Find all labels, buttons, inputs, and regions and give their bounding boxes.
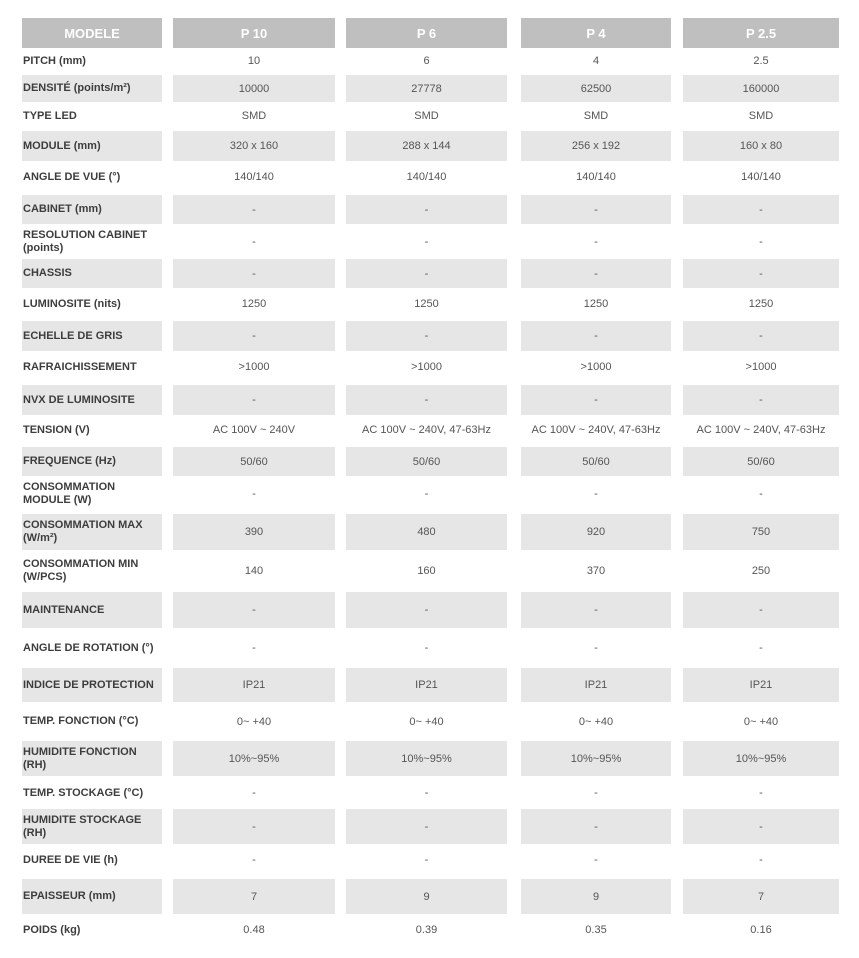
table-cell-text: >1000 xyxy=(238,361,270,373)
table-cell xyxy=(346,592,507,628)
row-label xyxy=(22,879,162,914)
table-cell-text: 140/140 xyxy=(576,171,616,183)
header-model-label xyxy=(22,18,162,48)
table-cell xyxy=(173,52,335,70)
table-cell-text: 320 x 160 xyxy=(229,140,279,152)
table-cell xyxy=(173,630,335,666)
table-cell-text: - xyxy=(252,488,256,500)
table-cell-text: 0~ +40 xyxy=(236,715,272,728)
table-cell xyxy=(521,162,671,192)
table-cell xyxy=(173,914,335,946)
header-column-1 xyxy=(173,18,335,48)
table-cell xyxy=(683,289,839,319)
header-column-2 xyxy=(346,18,507,48)
table-cell xyxy=(683,415,839,445)
table-cell xyxy=(173,226,335,257)
table-cell-text: - xyxy=(759,787,763,799)
table-cell-text: 920 xyxy=(586,526,606,538)
table-cell xyxy=(173,447,335,476)
table-cell-text: 160000 xyxy=(742,82,780,95)
table-cell xyxy=(346,879,507,914)
table-cell xyxy=(521,809,671,844)
table-cell-text: 140/140 xyxy=(234,171,274,183)
table-cell-text: - xyxy=(759,394,763,406)
table-cell xyxy=(521,447,671,476)
table-cell-text: 0.39 xyxy=(415,924,438,936)
row-label xyxy=(22,809,162,844)
table-cell xyxy=(346,778,507,808)
row-label xyxy=(22,385,162,415)
table-cell xyxy=(346,514,507,550)
row-label-text: CONSOMMATION MIN (W/PCS) xyxy=(23,558,139,583)
table-cell xyxy=(346,741,507,776)
table-cell-text: - xyxy=(594,642,598,654)
row-label-text: MODULE (mm) xyxy=(23,139,101,152)
table-cell-text: 0.48 xyxy=(243,924,265,936)
table-cell-text: >1000 xyxy=(580,361,612,373)
table-cell-text: 10%~95% xyxy=(735,752,787,765)
table-cell xyxy=(346,477,507,511)
table-cell-text: - xyxy=(424,330,429,342)
row-label-text: HUMIDITE STOCKAGE (RH) xyxy=(23,813,142,839)
table-cell-text: 7 xyxy=(250,890,258,903)
table-cell-text: SMD xyxy=(583,110,609,122)
row-label xyxy=(22,162,162,192)
table-cell-text: AC 100V ~ 240V, 47-63Hz xyxy=(696,424,826,436)
header-column-1-text: P 10 xyxy=(240,25,268,41)
table-cell xyxy=(521,52,671,70)
table-cell xyxy=(173,879,335,914)
row-label xyxy=(22,52,162,70)
row-label xyxy=(22,514,162,550)
table-cell xyxy=(173,75,335,102)
table-cell-text: 9 xyxy=(423,890,430,903)
table-cell xyxy=(683,914,839,946)
table-cell-text: - xyxy=(759,642,763,654)
table-cell xyxy=(346,352,507,382)
table-cell-text: 0~ +40 xyxy=(743,715,779,728)
table-cell xyxy=(346,52,507,70)
table-cell-text: SMD xyxy=(748,110,774,122)
table-cell xyxy=(683,668,839,702)
table-cell xyxy=(521,352,671,382)
table-cell xyxy=(683,477,839,511)
row-label xyxy=(22,668,162,702)
table-cell xyxy=(346,259,507,288)
table-cell-text: 9 xyxy=(592,890,600,903)
table-cell-text: - xyxy=(252,787,256,799)
table-cell-text: AC 100V ~ 240V xyxy=(212,424,296,436)
table-cell-text: - xyxy=(594,235,598,248)
table-cell xyxy=(521,741,671,776)
table-cell-text: - xyxy=(252,203,256,216)
table-cell-text: - xyxy=(594,604,598,616)
table-cell xyxy=(683,226,839,257)
table-cell-text: 10%~95% xyxy=(228,752,280,765)
table-cell xyxy=(521,914,671,946)
table-cell xyxy=(173,162,335,192)
table-cell-text: 2.5 xyxy=(753,55,769,67)
table-cell xyxy=(346,914,507,946)
table-cell-text: - xyxy=(759,604,763,616)
table-cell xyxy=(173,741,335,776)
table-cell xyxy=(683,162,839,192)
table-cell-text: 288 x 144 xyxy=(402,140,451,152)
row-label-text: CONSOMMATION MAX (W/m²) xyxy=(23,519,143,544)
row-label xyxy=(22,104,162,128)
table-cell xyxy=(346,668,507,702)
row-label-text: LUMINOSITE (nits) xyxy=(23,297,121,310)
table-cell-text: >1000 xyxy=(411,361,442,373)
table-cell xyxy=(346,704,507,739)
table-cell-text: - xyxy=(424,267,429,280)
row-label-text: DUREE DE VIE (h) xyxy=(23,853,118,866)
table-cell xyxy=(521,778,671,808)
header-column-4-text: P 2.5 xyxy=(745,25,777,41)
row-label-text: ECHELLE DE GRIS xyxy=(23,329,123,342)
table-cell xyxy=(346,845,507,875)
table-cell xyxy=(521,845,671,875)
table-cell-text: - xyxy=(594,394,598,406)
table-cell xyxy=(521,477,671,511)
table-cell xyxy=(521,879,671,914)
row-label-text: RESOLUTION CABINET (points) xyxy=(23,228,148,254)
table-cell-text: 6 xyxy=(423,55,430,67)
table-cell-text: - xyxy=(424,787,429,799)
table-cell xyxy=(683,385,839,415)
row-label xyxy=(22,592,162,628)
table-cell-text: - xyxy=(759,854,763,866)
table-cell xyxy=(173,514,335,550)
table-cell-text: 10 xyxy=(247,55,261,67)
table-cell-text: IP21 xyxy=(415,679,438,691)
row-label-text: EPAISSEUR (mm) xyxy=(23,890,116,902)
table-cell xyxy=(521,704,671,739)
table-cell-text: 370 xyxy=(586,565,606,577)
table-cell-text: 10%~95% xyxy=(401,752,452,765)
table-cell-text: - xyxy=(252,394,256,406)
table-cell xyxy=(346,630,507,666)
table-cell-text: SMD xyxy=(414,110,439,122)
table-cell xyxy=(521,104,671,128)
table-cell xyxy=(521,131,671,161)
table-cell-text: - xyxy=(424,394,429,406)
table-cell xyxy=(173,477,335,511)
table-cell-text: 140/140 xyxy=(406,171,447,183)
table-cell xyxy=(173,385,335,415)
table-cell xyxy=(346,321,507,351)
row-label xyxy=(22,704,162,739)
table-cell-text: - xyxy=(424,642,429,654)
table-cell xyxy=(173,778,335,808)
table-cell-text: - xyxy=(252,330,256,342)
table-cell-text: IP21 xyxy=(749,679,773,691)
table-cell-text: - xyxy=(252,267,256,280)
row-label-text: ANGLE DE VUE (°) xyxy=(23,170,121,183)
table-cell-text: 50/60 xyxy=(240,455,268,468)
row-label xyxy=(22,845,162,875)
table-cell-text: - xyxy=(594,203,598,216)
table-cell xyxy=(683,514,839,550)
table-cell-text: 0.16 xyxy=(750,924,772,936)
table-cell xyxy=(346,131,507,161)
row-label-text: POIDS (kg) xyxy=(23,923,81,936)
table-cell-text: - xyxy=(594,820,598,833)
table-cell-text: 160 xyxy=(417,565,436,577)
table-cell-text: - xyxy=(594,330,598,342)
row-label-text: CABINET (mm) xyxy=(23,203,102,215)
header-column-3 xyxy=(521,18,671,48)
table-cell xyxy=(683,845,839,875)
table-cell-text: - xyxy=(424,203,429,216)
row-label-text: TYPE LED xyxy=(23,109,77,122)
table-cell-text: 1250 xyxy=(583,298,609,310)
table-cell xyxy=(173,552,335,590)
table-cell xyxy=(683,630,839,666)
table-cell xyxy=(683,447,839,476)
table-cell-text: AC 100V ~ 240V, 47-63Hz xyxy=(362,424,491,436)
table-cell-text: 10%~95% xyxy=(570,752,622,765)
table-cell-text: 4 xyxy=(592,55,600,67)
table-cell xyxy=(683,75,839,102)
table-cell xyxy=(346,415,507,445)
table-cell-text: 256 x 192 xyxy=(571,140,621,152)
row-label-text: TEMP. FONCTION (°C) xyxy=(23,715,139,727)
table-cell-text: - xyxy=(424,604,429,616)
table-cell-text: - xyxy=(252,854,256,866)
table-cell-text: - xyxy=(759,820,763,833)
table-cell-text: - xyxy=(759,235,763,248)
table-cell xyxy=(521,75,671,102)
header-column-2-text: P 6 xyxy=(416,25,437,41)
table-cell-text: 1250 xyxy=(414,298,439,310)
table-cell-text: 750 xyxy=(751,526,771,538)
table-cell-text: 390 xyxy=(244,526,264,538)
table-cell xyxy=(521,552,671,590)
table-cell-text: - xyxy=(594,787,598,799)
table-cell-text: >1000 xyxy=(745,361,777,373)
table-cell xyxy=(173,352,335,382)
row-label-text: INDICE DE PROTECTION xyxy=(23,678,154,691)
table-cell xyxy=(346,447,507,476)
table-cell xyxy=(521,195,671,224)
table-cell xyxy=(346,385,507,415)
table-cell xyxy=(173,592,335,628)
row-label xyxy=(22,352,162,382)
row-label xyxy=(22,552,162,590)
table-cell-text: 0.35 xyxy=(585,924,607,936)
row-label xyxy=(22,447,162,476)
table-cell xyxy=(173,259,335,288)
table-cell-text: 480 xyxy=(417,526,436,538)
row-label xyxy=(22,289,162,319)
row-label xyxy=(22,321,162,351)
table-cell-text: - xyxy=(252,820,256,833)
row-label-text: DENSITÉ (points/m²) xyxy=(23,82,131,94)
row-label-text: ANGLE DE ROTATION (°) xyxy=(23,641,154,654)
table-cell xyxy=(683,552,839,590)
table-cell-text: - xyxy=(424,854,429,866)
table-cell-text: 10000 xyxy=(238,82,270,95)
header-column-4 xyxy=(683,18,839,48)
table-cell xyxy=(173,195,335,224)
table-cell-text: 0~ +40 xyxy=(578,715,614,728)
table-cell-text: - xyxy=(252,235,256,248)
table-cell-text: 7 xyxy=(757,890,765,903)
row-label xyxy=(22,914,162,946)
table-cell-text: - xyxy=(252,642,256,654)
row-label-text: PITCH (mm) xyxy=(23,54,86,67)
table-cell-text: - xyxy=(759,267,763,280)
table-cell xyxy=(173,415,335,445)
row-label-text: CHASSIS xyxy=(23,267,72,279)
table-cell xyxy=(346,75,507,102)
table-cell xyxy=(173,668,335,702)
table-cell xyxy=(346,195,507,224)
row-label-text: TEMP. STOCKAGE (°C) xyxy=(23,786,144,799)
table-cell xyxy=(173,704,335,739)
table-cell xyxy=(346,226,507,257)
table-cell xyxy=(683,778,839,808)
table-cell xyxy=(346,104,507,128)
table-cell-text: 250 xyxy=(751,565,771,577)
table-cell xyxy=(683,592,839,628)
table-cell-text: - xyxy=(424,820,429,833)
table-cell xyxy=(521,385,671,415)
table-cell xyxy=(521,415,671,445)
table-cell xyxy=(521,259,671,288)
table-cell-text: IP21 xyxy=(584,679,608,691)
row-label xyxy=(22,630,162,666)
table-cell xyxy=(521,630,671,666)
row-label xyxy=(22,415,162,445)
table-cell-text: - xyxy=(424,235,429,248)
table-cell-text: 27778 xyxy=(411,82,442,95)
table-cell-text: - xyxy=(759,488,763,500)
table-cell xyxy=(521,592,671,628)
table-cell-text: IP21 xyxy=(242,679,266,691)
table-cell xyxy=(683,809,839,844)
table-cell-text: - xyxy=(759,203,763,216)
table-cell xyxy=(683,352,839,382)
table-cell xyxy=(521,668,671,702)
table-cell-text: 140 xyxy=(244,565,264,577)
table-cell xyxy=(173,809,335,844)
table-cell xyxy=(346,809,507,844)
table-cell-text: 160 x 80 xyxy=(739,140,783,152)
table-cell xyxy=(521,321,671,351)
table-cell xyxy=(683,259,839,288)
row-label xyxy=(22,741,162,776)
table-cell-text: - xyxy=(594,267,598,280)
table-cell xyxy=(683,741,839,776)
row-label xyxy=(22,131,162,161)
table-cell xyxy=(683,321,839,351)
table-cell xyxy=(521,226,671,257)
row-label xyxy=(22,477,162,511)
row-label-text: NVX DE LUMINOSITE xyxy=(23,393,135,406)
table-cell xyxy=(521,289,671,319)
row-label-text: RAFRAICHISSEMENT xyxy=(23,360,137,373)
table-cell xyxy=(346,552,507,590)
table-cell-text: 0~ +40 xyxy=(409,715,444,728)
table-cell xyxy=(521,514,671,550)
table-cell xyxy=(173,321,335,351)
table-cell xyxy=(173,104,335,128)
row-label-text: MAINTENANCE xyxy=(23,603,105,616)
table-cell xyxy=(173,131,335,161)
table-cell-text: - xyxy=(424,488,429,500)
table-cell-text: - xyxy=(594,488,598,500)
row-label-text: CONSOMMATION MODULE (W) xyxy=(23,481,116,506)
row-label xyxy=(22,259,162,288)
table-cell-text: 50/60 xyxy=(747,455,775,468)
table-cell-text: 1250 xyxy=(748,298,774,310)
table-cell xyxy=(173,289,335,319)
table-cell-text: - xyxy=(759,330,763,342)
row-label-text: TENSION (V) xyxy=(23,423,90,436)
row-label xyxy=(22,226,162,257)
table-cell-text: 62500 xyxy=(580,82,612,95)
table-cell-text: SMD xyxy=(241,110,267,122)
table-cell-text: - xyxy=(594,854,598,866)
table-cell-text: 1250 xyxy=(241,298,267,310)
row-label-text: FREQUENCE (Hz) xyxy=(23,455,116,467)
table-cell-text: 50/60 xyxy=(412,455,441,468)
table-cell-text: 140/140 xyxy=(741,171,781,183)
row-label xyxy=(22,195,162,224)
table-cell xyxy=(683,131,839,161)
table-cell xyxy=(683,52,839,70)
header-column-3-text: P 4 xyxy=(586,25,606,41)
table-cell xyxy=(683,704,839,739)
table-cell xyxy=(683,195,839,224)
header-model-label-text: MODELE xyxy=(64,25,120,41)
table-cell xyxy=(683,104,839,128)
table-cell xyxy=(173,845,335,875)
table-cell xyxy=(683,879,839,914)
table-cell-text: 50/60 xyxy=(582,455,610,468)
table-cell xyxy=(346,289,507,319)
table-cell-text: AC 100V ~ 240V, 47-63Hz xyxy=(531,424,661,436)
row-label-text: HUMIDITE FONCTION (RH) xyxy=(23,745,137,771)
table-cell xyxy=(346,162,507,192)
table-cell-text: - xyxy=(252,604,256,616)
row-label xyxy=(22,75,162,102)
row-label xyxy=(22,778,162,808)
